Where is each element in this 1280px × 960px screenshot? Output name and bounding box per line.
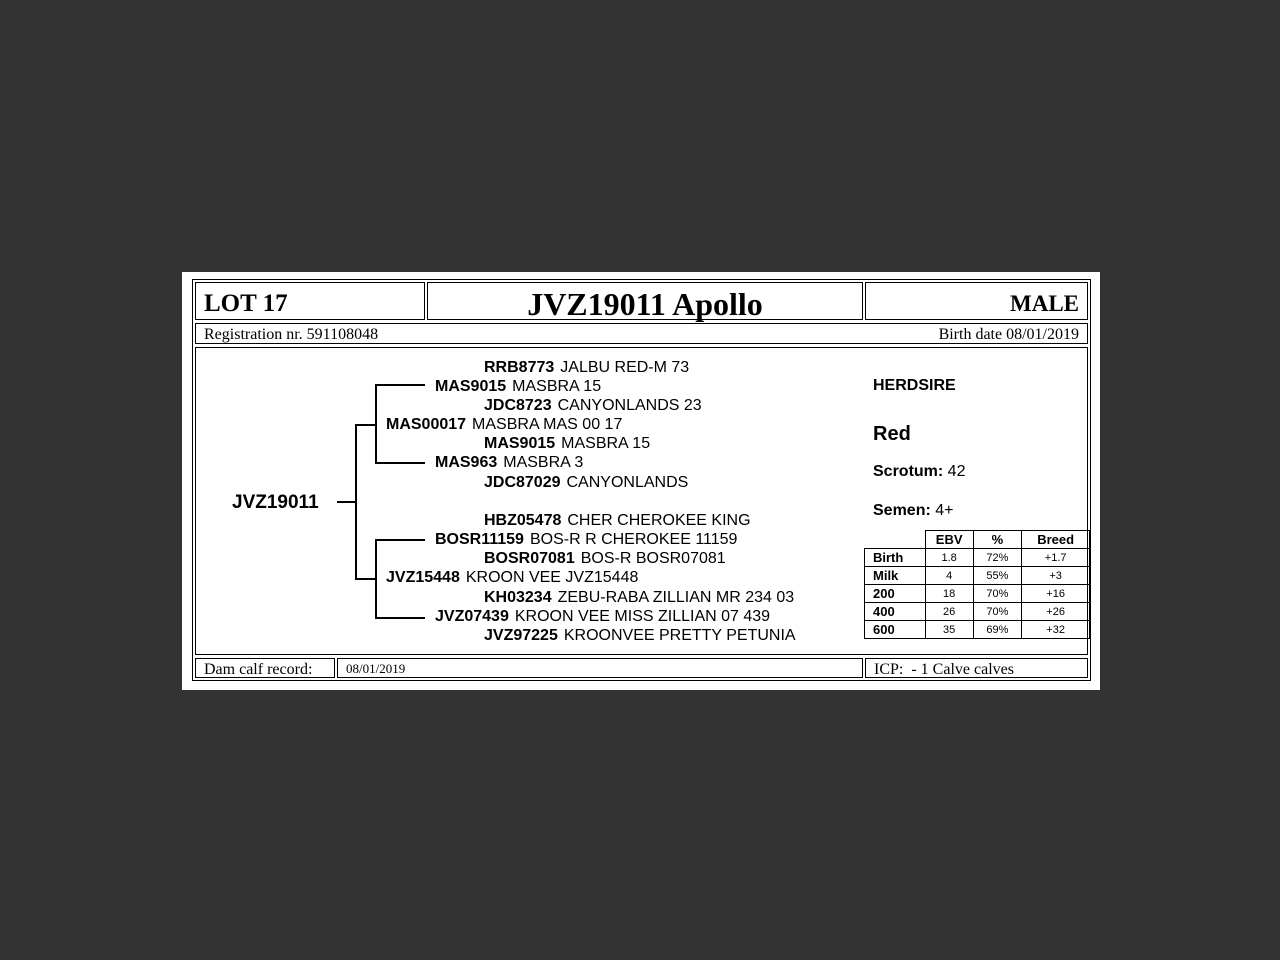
ebv-breed-average: +3 xyxy=(1022,567,1090,585)
ebv-value: 1.8 xyxy=(925,549,973,567)
sex-cell xyxy=(865,282,1088,320)
pedigree-dam-sire-dam: BOSR07081 BOS-R BOSR07081 xyxy=(484,550,726,567)
dam-calf-value: 08/01/2019 xyxy=(346,661,406,676)
lot-number: LOT 17 xyxy=(204,290,288,317)
pedigree-dam-dam-sire: KH03234 ZEBU-RABA ZILLIAN MR 234 03 xyxy=(484,589,795,606)
animal-category: HERDSIRE xyxy=(873,377,956,394)
ebv-header-empty xyxy=(865,531,926,549)
icp-cell xyxy=(865,658,1088,678)
scrotum-info: Scrotum: 42 xyxy=(873,463,966,480)
dam-calf-label: Dam calf record: xyxy=(204,661,313,678)
icp-info: ICP: - 1 Calve calves xyxy=(874,661,1014,678)
ebv-row-label: Milk xyxy=(865,567,926,585)
ebv-row-label: 600 xyxy=(865,621,926,639)
pedigree-connector xyxy=(355,424,376,426)
pedigree-dam-dam-dam: JVZ97225 KROONVEE PRETTY PETUNIA xyxy=(484,627,796,644)
animal-color: Red xyxy=(873,423,911,445)
semen-info: Semen: 4+ xyxy=(873,502,954,519)
pedigree-dam-sire: BOSR11159 BOS-R R CHEROKEE 11159 xyxy=(435,531,738,548)
lot-card xyxy=(182,272,1100,690)
ebv-header-pct: % xyxy=(973,531,1022,549)
ebv-table xyxy=(864,530,1090,639)
ebv-row-200 xyxy=(865,585,1090,603)
ebv-header-ebv: EBV xyxy=(925,531,973,549)
title-cell xyxy=(427,282,863,320)
ebv-breed-average: +16 xyxy=(1022,585,1090,603)
pedigree-connector xyxy=(375,462,425,464)
ebv-value: 4 xyxy=(925,567,973,585)
ebv-breed-average: +1.7 xyxy=(1022,549,1090,567)
ebv-row-label: 200 xyxy=(865,585,926,603)
pedigree-dam-dam: JVZ07439 KROON VEE MISS ZILLIAN 07 439 xyxy=(435,608,771,625)
ebv-accuracy: 70% xyxy=(973,603,1022,621)
ebv-row-birth xyxy=(865,549,1090,567)
ebv-header-row xyxy=(865,531,1090,549)
pedigree-dam-sire-sire: HBZ05478 CHER CHEROKEE KING xyxy=(484,512,751,529)
pedigree-sire-dam-dam: JDC87029 CANYONLANDS xyxy=(484,474,689,491)
ebv-row-600 xyxy=(865,621,1090,639)
birth-date: Birth date 08/01/2019 xyxy=(938,326,1079,343)
pedigree-connector xyxy=(375,384,377,464)
dam-calf-value-cell xyxy=(337,658,863,678)
animal-title: JVZ19011 Apollo xyxy=(527,286,763,322)
pedigree-connector xyxy=(375,617,425,619)
pedigree-connector xyxy=(355,424,357,579)
ebv-row-label: 400 xyxy=(865,603,926,621)
ebv-row-label: Birth xyxy=(865,549,926,567)
pedigree-connector xyxy=(337,501,356,503)
pedigree-sire-dam: MAS963 MASBRA 3 xyxy=(435,454,584,471)
ebv-value: 26 xyxy=(925,603,973,621)
ebv-header-breed: Breed xyxy=(1022,531,1090,549)
ebv-breed-average: +32 xyxy=(1022,621,1090,639)
registration-row xyxy=(195,323,1088,344)
pedigree-sire: MAS00017 MASBRA MAS 00 17 xyxy=(386,416,623,433)
ebv-accuracy: 72% xyxy=(973,549,1022,567)
ebv-breed-average: +26 xyxy=(1022,603,1090,621)
ebv-accuracy: 70% xyxy=(973,585,1022,603)
ebv-value: 35 xyxy=(925,621,973,639)
pedigree-subject: JVZ19011 xyxy=(232,492,319,513)
ebv-accuracy: 69% xyxy=(973,621,1022,639)
pedigree-sire-sire-sire: RRB8773 JALBU RED-M 73 xyxy=(484,359,690,376)
pedigree-connector xyxy=(355,578,376,580)
ebv-value: 18 xyxy=(925,585,973,603)
pedigree-connector xyxy=(375,539,425,541)
dam-calf-label-cell xyxy=(195,658,335,678)
pedigree-sire-dam-sire: MAS9015 MASBRA 15 xyxy=(484,435,651,452)
registration-number: Registration nr. 591108048 xyxy=(204,326,379,343)
pedigree-sire-sire-dam: JDC8723 CANYONLANDS 23 xyxy=(484,397,702,414)
ebv-row-400 xyxy=(865,603,1090,621)
pedigree-connector xyxy=(375,539,377,619)
pedigree-connector xyxy=(375,384,425,386)
ebv-row-milk xyxy=(865,567,1090,585)
lot-cell xyxy=(195,282,425,320)
pedigree-sire-sire: MAS9015 MASBRA 15 xyxy=(435,378,602,395)
ebv-accuracy: 55% xyxy=(973,567,1022,585)
sex-label: MALE xyxy=(1010,291,1079,316)
pedigree-dam: JVZ15448 KROON VEE JVZ15448 xyxy=(386,569,639,586)
